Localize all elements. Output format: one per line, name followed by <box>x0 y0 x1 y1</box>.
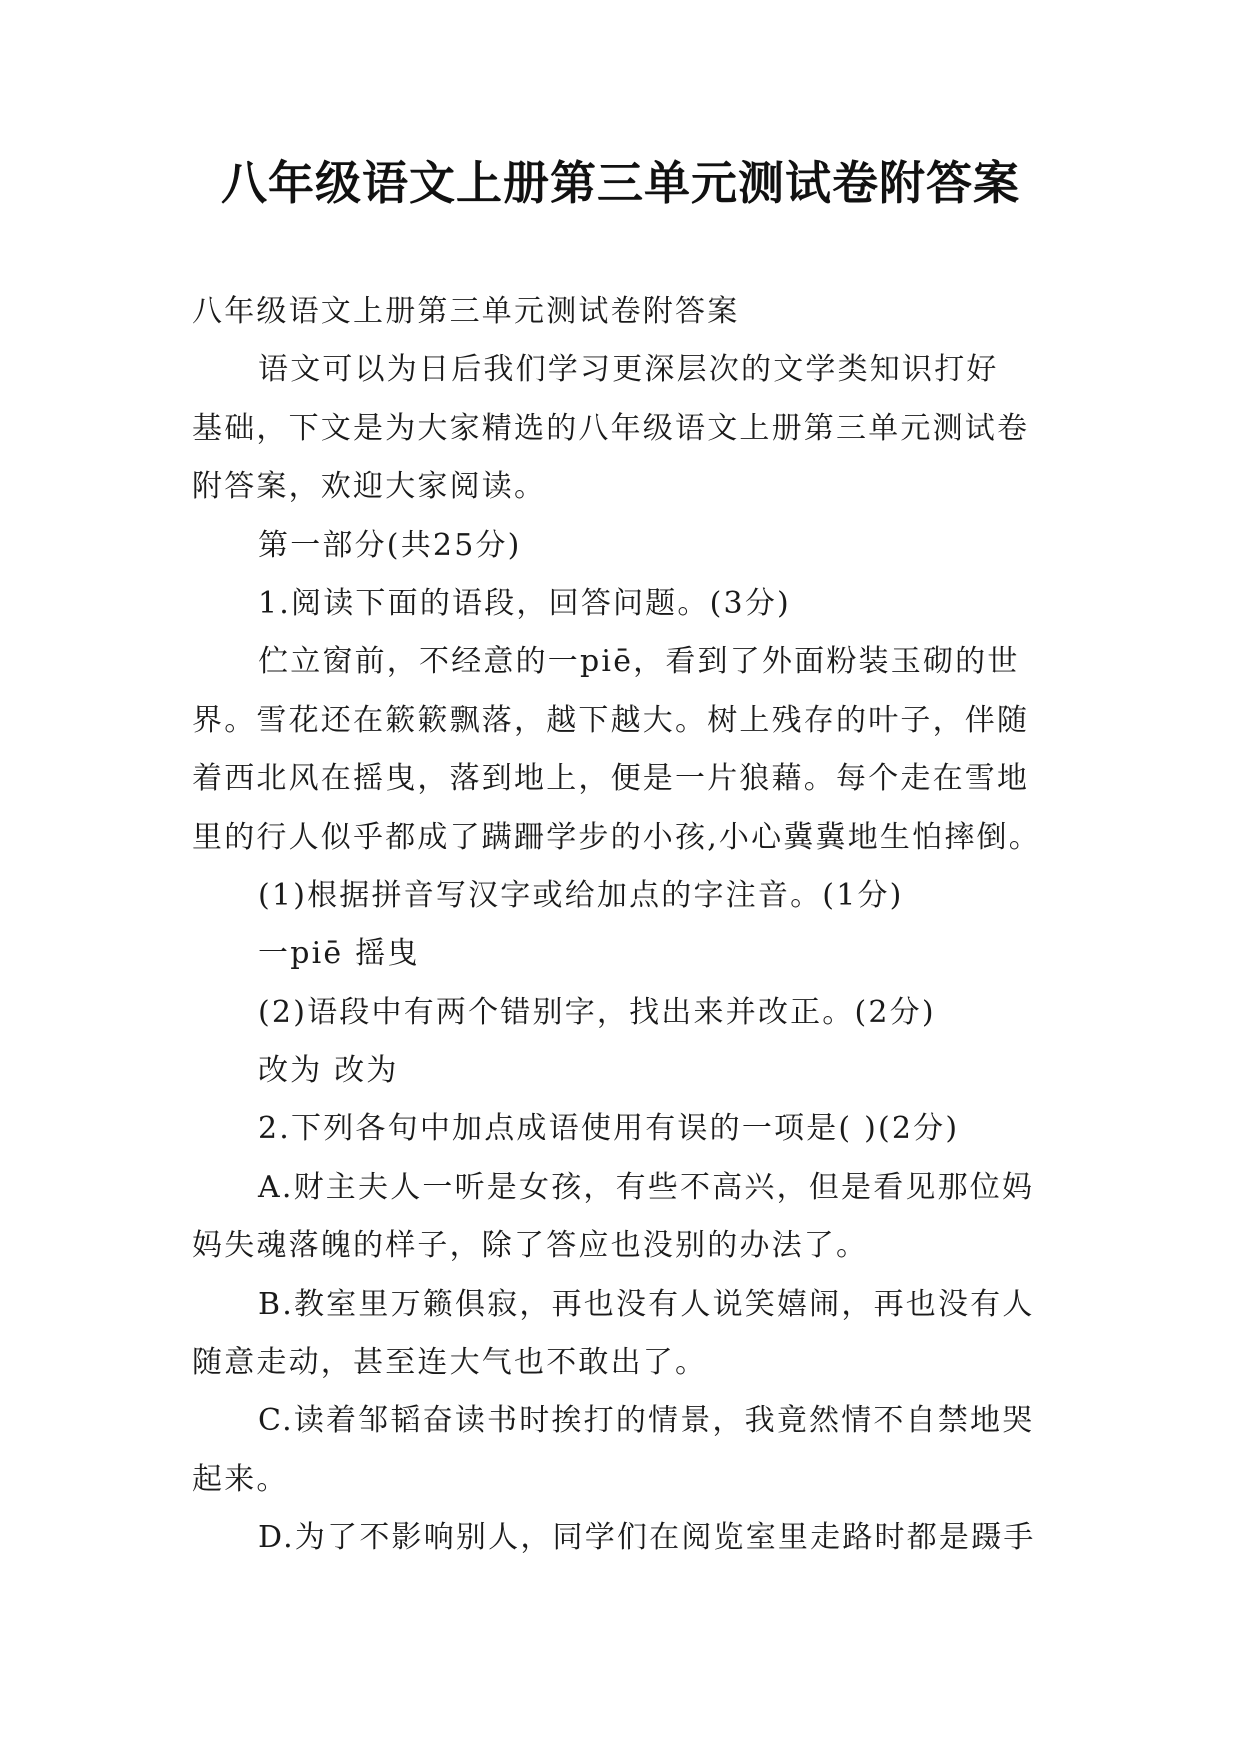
text-line: A.财主夫人一听是女孩，有些不高兴，但是看见那位妈 <box>258 1169 1035 1205</box>
text-line: 一piē 摇曳 <box>258 936 420 972</box>
document-body <box>192 283 1056 1568</box>
text-line: 附答案，欢迎大家阅读。 <box>192 469 547 505</box>
text-line: 八年级语文上册第三单元测试卷附答案 <box>192 294 740 329</box>
text-line: 界。雪花还在簌簌飘落，越下越大。树上残存的叶子，伴随 <box>192 702 1030 738</box>
text-line: 基础，下文是为大家精选的八年级语文上册第三单元测试卷 <box>192 410 1030 446</box>
document-title: 八年级语文上册第三单元测试卷附答案 <box>221 156 1020 210</box>
text-line: 妈失魂落魄的样子，除了答应也没别的办法了。 <box>192 1228 869 1264</box>
text-line: D.为了不影响别人，同学们在阅览室里走路时都是蹑手 <box>258 1520 1036 1556</box>
text-line: 着西北风在摇曳，落到地上，便是一片狼藉。每个走在雪地 <box>192 761 1030 797</box>
text-line: 随意走动，甚至连大气也不敢出了。 <box>192 1345 708 1381</box>
text-line: 第一部分(共25分) <box>258 527 522 563</box>
text-line: 语文可以为日后我们学习更深层次的文学类知识打好 <box>258 352 999 388</box>
text-line: 1.阅读下面的语段，回答问题。(3分) <box>258 585 791 621</box>
text-line: C.读着邹韬奋读书时挨打的情景，我竟然情不自禁地哭 <box>258 1403 1035 1439</box>
text-line: 里的行人似乎都成了蹒跚学步的小孩,小心冀冀地生怕摔倒。 <box>192 819 1041 855</box>
text-line: (2)语段中有两个错别字，找出来并改正。(2分) <box>258 994 936 1030</box>
text-line: 2.下列各句中加点成语使用有误的一项是( )(2分) <box>258 1111 960 1147</box>
text-line: (1)根据拼音写汉字或给加点的字注音。(1分) <box>258 877 904 913</box>
text-line: B.教室里万籁俱寂，再也没有人说笑嬉闹，再也没有人 <box>258 1286 1035 1322</box>
text-line: 起来。 <box>192 1461 289 1497</box>
text-line: 改为 改为 <box>258 1053 399 1089</box>
text-line: 伫立窗前，不经意的一piē，看到了外面粉装玉砌的世 <box>258 644 1020 680</box>
